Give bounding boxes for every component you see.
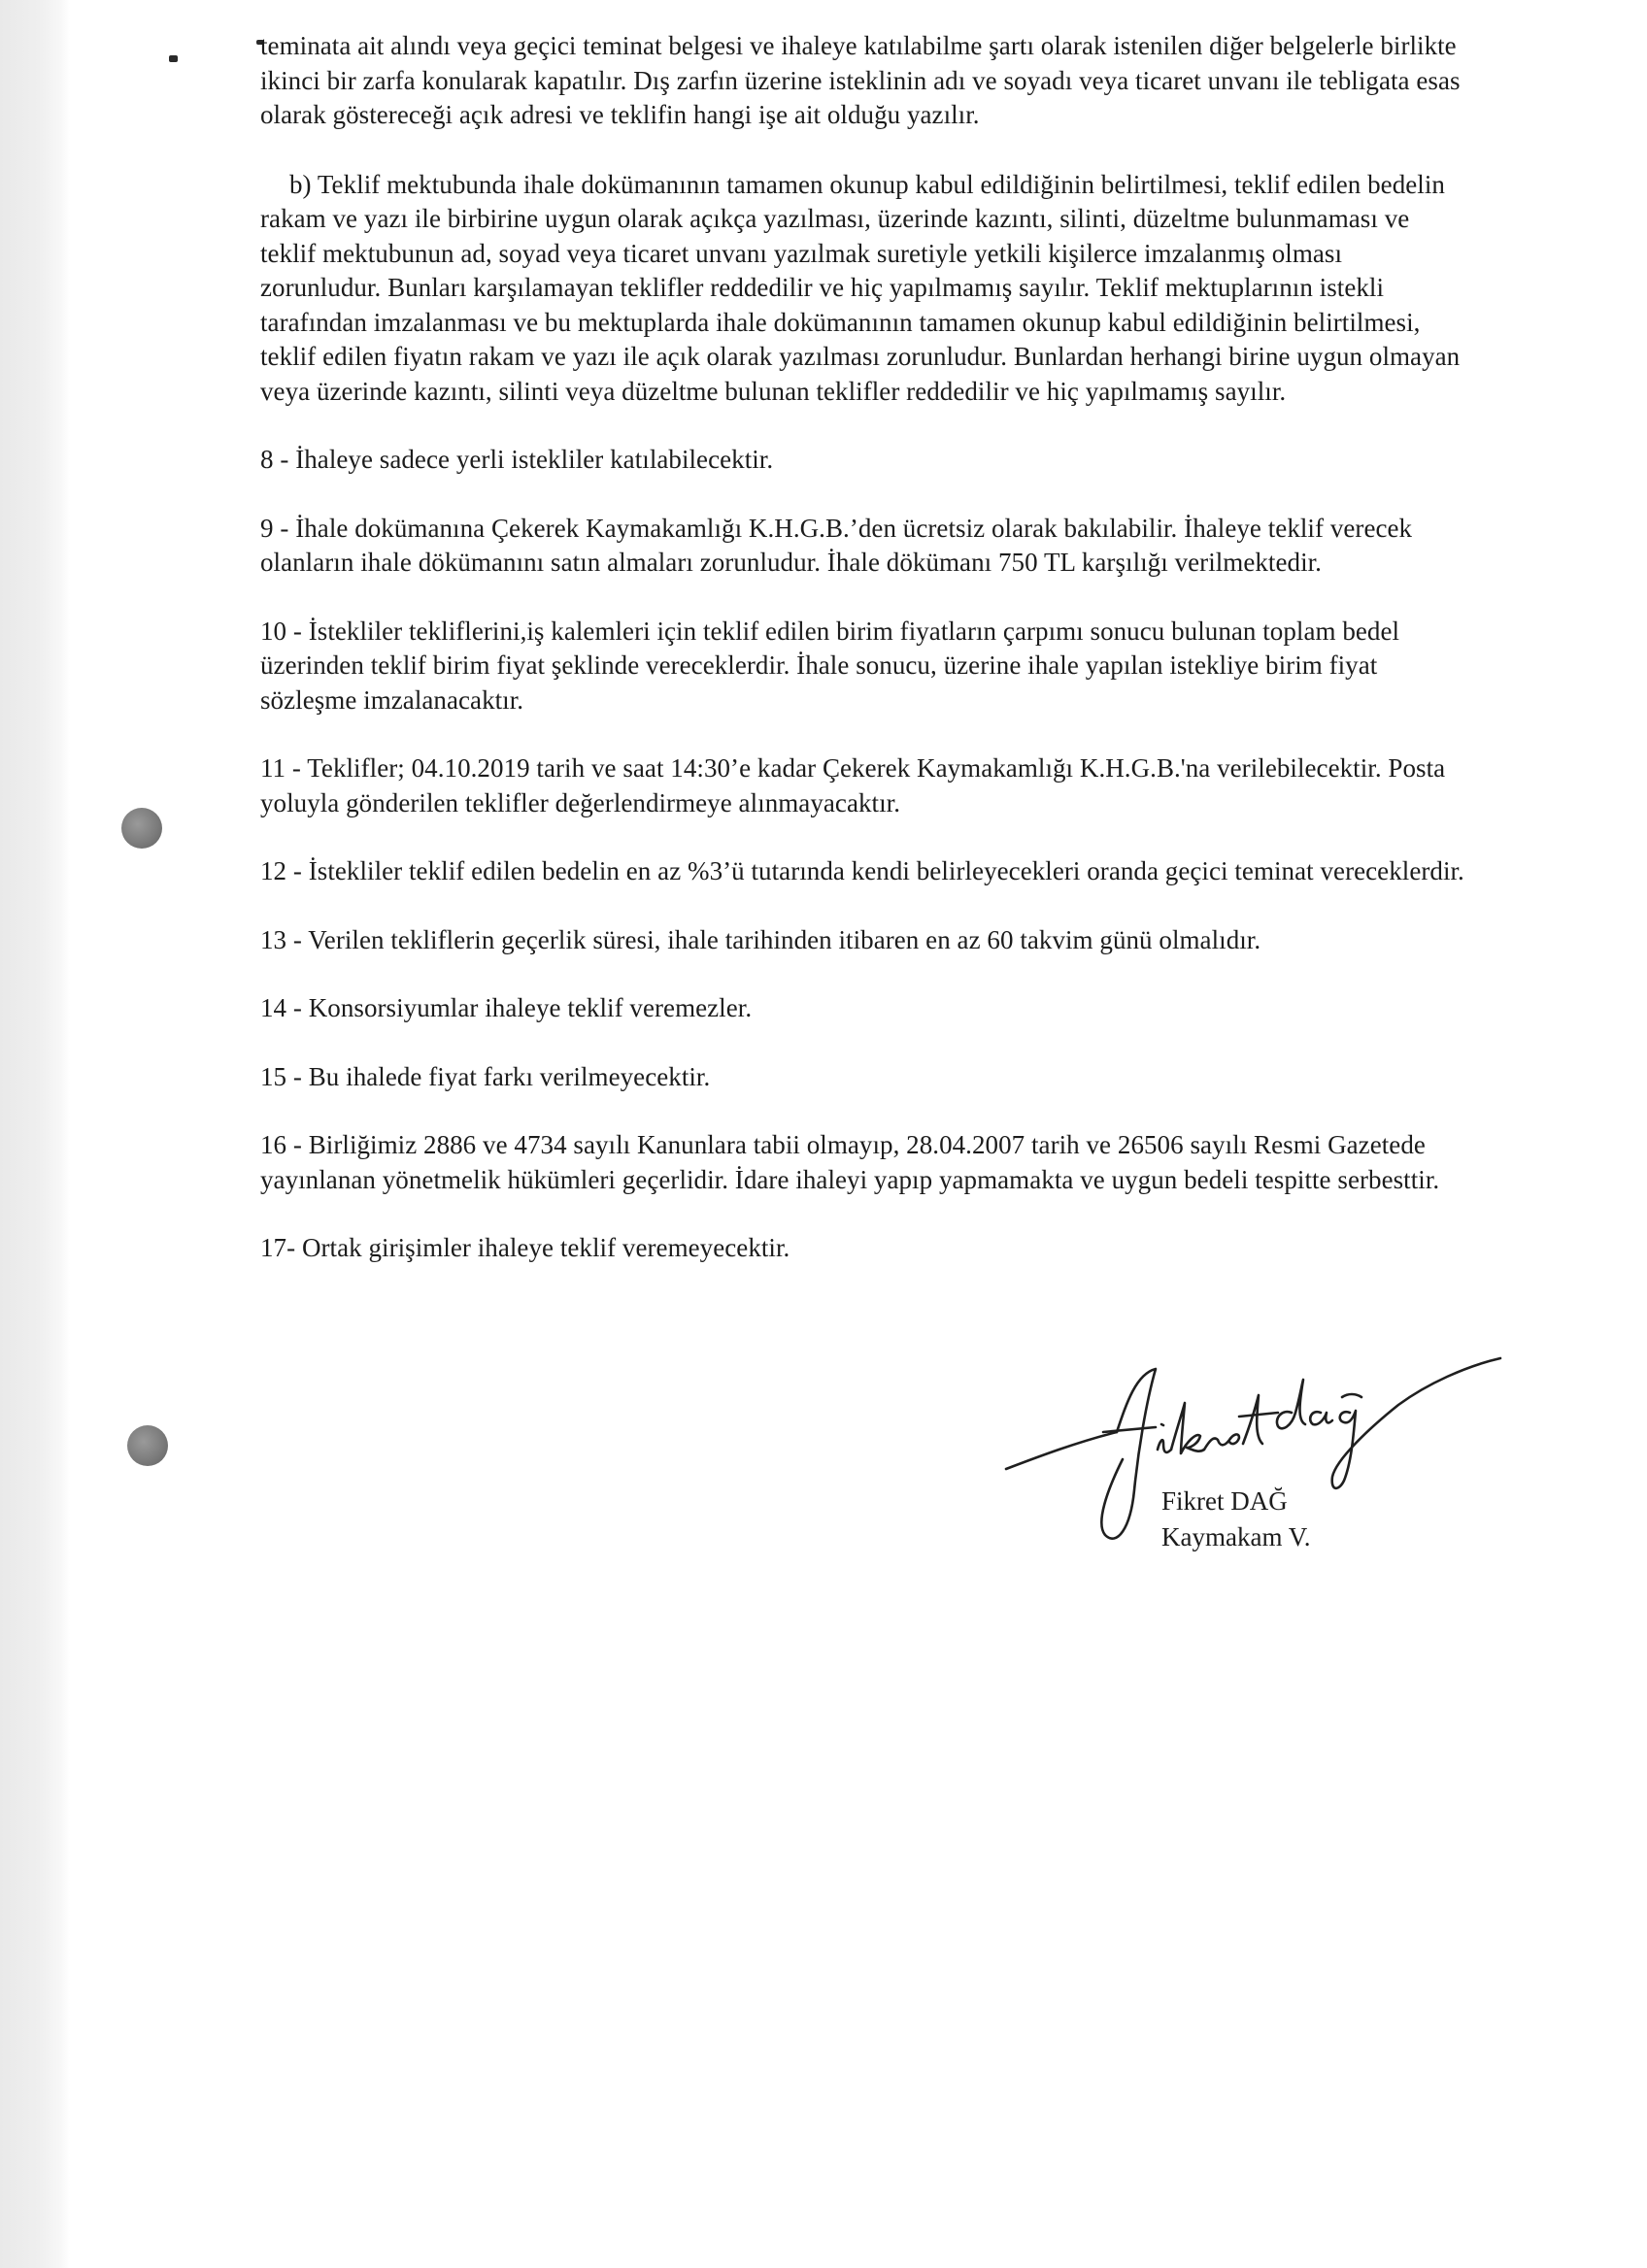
paragraph-10: 10 - İstekliler tekliflerini,iş kalemleri için teklif edilen birim fiyatların çarpımı sonucu bulunan toplam bedel üzerinden teklif birim fiyat şeklinde vereceklerdir. İhale sonucu, üzerine ihale yapılan istekliye birim fiyat sözleşme imzalanacaktır. — [260, 616, 1400, 715]
paragraph-b-offer-letter: b) Teklif mektubunda ihale dokümanının tamamen okunup kabul edildiğinin belirtilmesi, teklif edilen bedelin rakam ve yazı ile birbirine uygun olarak açıkça yazılması, üzerinde kazıntı, silinti, düzeltme bulunmaması ve teklif mektubunun ad, soyad veya ticaret unvanı yazılmak suretiyle yetkili kişilerce imzalanmış olması zorunludur. Bunları karşılamayan teklifler reddedilir ve hiç yapılmamış sayılır. Teklif mektuplarının istekli tarafından imzalanması ve bu mektuplarda ihale dokümanının tamamen okunup kabul edildiğinin belirtilmesi, teklif edilen fiyatın rakam ve yazı ile açık olarak yazılması zorunludur. Bunlardan herhangi birine uygun olmayan veya üzerinde kazıntı, silinti veya düzeltme bulunan teklifler reddedilir ve hiç yapılmamış sayılır. — [260, 169, 1461, 406]
punch-hole-bottom — [127, 1425, 168, 1466]
paragraph-16: 16 - Birliğimiz 2886 ve 4734 sayılı Kanunlara tabii olmayıp, 28.04.2007 tarih ve 26506 sayılı Resmi Gazetede yayınlanan yönetmelik hükümleri geçerlidir. İdare ihaleyi yapıp yapmamakta ve uygun bedeli tespitte serbesttir. — [260, 1130, 1440, 1194]
scan-edge — [0, 0, 70, 2268]
paragraph-12: 12 - İstekliler teklif edilen bedelin en az %3’ü tutarında kendi belirleyecekleri oranda geçici teminat vereceklerdir. — [260, 856, 1464, 885]
signer-name: Fikret DAĞ — [1161, 1486, 1288, 1516]
paragraph-9: 9 - İhale dokümanına Çekerek Kaymakamlığı K.H.G.B.’den ücretsiz olarak bakılabilir. İhaleye teklif verecek olanların ihale dökümanını satın almaları zorunludur. İhale dökümanı 750 TL karşılığı verilmektedir. — [260, 513, 1413, 577]
paragraph-8: 8 - İhaleye sadece yerli istekliler katılabilecektir. — [260, 445, 774, 474]
paragraph-15: 15 - Bu ihalede fiyat farkı verilmeyecektir. — [260, 1061, 711, 1091]
document-body — [260, 29, 1464, 1266]
punch-hole-top — [121, 808, 162, 849]
paragraph-14: 14 - Konsorsiyumlar ihaleye teklif veremezler. — [260, 993, 753, 1022]
paragraph-13: 13 - Verilen tekliflerin geçerlik süresi, ihale tarihinden itibaren en az 60 takvim günü olmalıdır. — [260, 924, 1261, 954]
paragraph-envelope: teminata ait alındı veya geçici teminat belgesi ve ihaleye katılabilme şartı olarak istenilen diğer belgelerle birlikte ikinci bir zarfa konularak kapatılır. Dış zarfın üzerine isteklinin adı ve soyadı veya ticaret unvanı ile tebligata esas olarak göstereceği açık adresi ve teklifin hangi işe ait olduğu yazılır. — [260, 31, 1461, 129]
scan-dash-mark — [169, 55, 178, 62]
signer-title: Kaymakam V. — [1161, 1522, 1311, 1551]
signer-block — [1161, 1484, 1310, 1555]
paragraph-11: 11 - Teklifler; 04.10.2019 tarih ve saat 14:30’e kadar Çekerek Kaymakamlığı K.H.G.B.'na verilebilecektir. Posta yoluyla gönderilen teklifler değerlendirmeye alınmayacaktır. — [260, 753, 1446, 817]
paragraph-17: 17- Ortak girişimler ihaleye teklif veremeyecektir. — [260, 1233, 790, 1262]
